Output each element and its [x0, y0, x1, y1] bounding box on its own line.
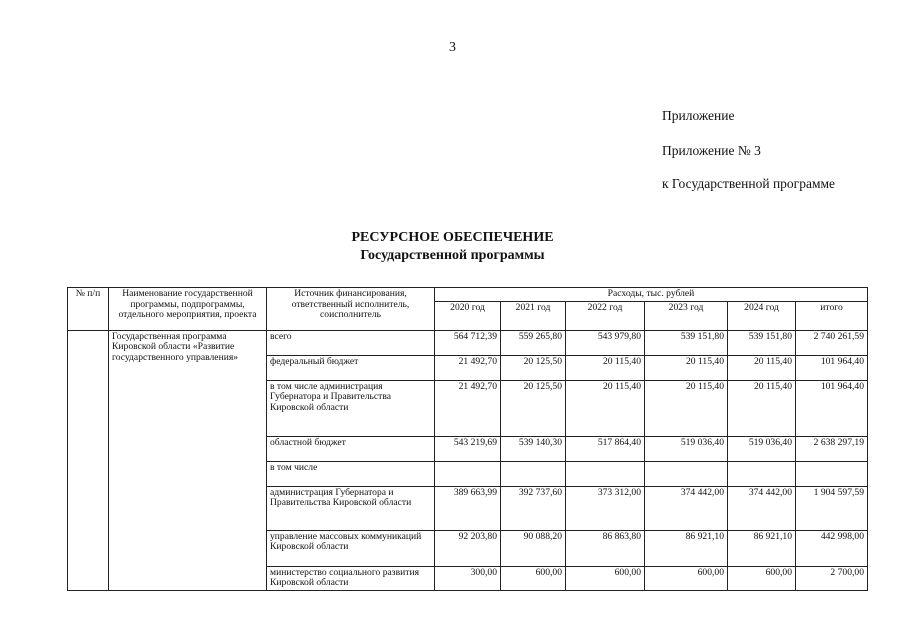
row-source: управление массовых коммуникаций Кировской области — [267, 530, 435, 566]
row-value: 600,00 — [501, 566, 566, 590]
row-value: 374 442,00 — [728, 486, 796, 530]
page-number: 3 — [449, 40, 456, 55]
header-year: 2021 год — [501, 301, 566, 330]
document-subtitle: Государственной программы — [360, 248, 545, 263]
row-value: 21 492,70 — [435, 380, 501, 436]
row-value: 519 036,40 — [728, 436, 796, 461]
header-name: Наименование государственной программы, подпрограммы, отдельного мероприятия, проекта — [109, 288, 267, 331]
row-value — [645, 461, 728, 486]
row-value — [435, 461, 501, 486]
row-total — [796, 461, 868, 486]
row-value: 20 115,40 — [728, 380, 796, 436]
resources-table — [67, 287, 868, 591]
row-value: 86 863,80 — [566, 530, 645, 566]
row-value: 90 088,20 — [501, 530, 566, 566]
row-total: 2 638 297,19 — [796, 436, 868, 461]
row-value — [566, 461, 645, 486]
appendix-line-1: Приложение — [662, 108, 735, 123]
header-year: 2024 год — [728, 301, 796, 330]
row-value: 539 140,30 — [501, 436, 566, 461]
header-num: № п/п — [68, 288, 109, 331]
row-value: 559 265,80 — [501, 330, 566, 355]
row-value: 86 921,10 — [728, 530, 796, 566]
appendix-line-2: Приложение № 3 — [662, 143, 761, 158]
row-total: 2 700,00 — [796, 566, 868, 590]
header-expenses: Расходы, тыс. рублей — [435, 288, 868, 302]
row-value: 20 115,40 — [645, 355, 728, 380]
row-source: министерство социального развития Кировской области — [267, 566, 435, 590]
header-year: 2020 год — [435, 301, 501, 330]
row-total: 442 998,00 — [796, 530, 868, 566]
row-source: всего — [267, 330, 435, 355]
row-value: 20 125,50 — [501, 380, 566, 436]
row-value: 373 312,00 — [566, 486, 645, 530]
row-value: 300,00 — [435, 566, 501, 590]
row-value: 539 151,80 — [728, 330, 796, 355]
document-title: РЕСУРСНОЕ ОБЕСПЕЧЕНИЕ — [351, 230, 554, 245]
row-source: в том числе администрация Губернатора и Правительства Кировской области — [267, 380, 435, 436]
row-source: федеральный бюджет — [267, 355, 435, 380]
header-year: 2023 год — [645, 301, 728, 330]
row-value: 21 492,70 — [435, 355, 501, 380]
row-value: 600,00 — [566, 566, 645, 590]
row-total: 101 964,40 — [796, 355, 868, 380]
row-source: областной бюджет — [267, 436, 435, 461]
row-value: 600,00 — [728, 566, 796, 590]
row-value: 92 203,80 — [435, 530, 501, 566]
header-source: Источник финансирования, ответственный исполнитель, соисполнитель — [267, 288, 435, 331]
row-value: 539 151,80 — [645, 330, 728, 355]
row-value: 20 125,50 — [501, 355, 566, 380]
row-value: 374 442,00 — [645, 486, 728, 530]
row-value — [501, 461, 566, 486]
header-year: 2022 год — [566, 301, 645, 330]
row-value: 20 115,40 — [728, 355, 796, 380]
row-total: 2 740 261,59 — [796, 330, 868, 355]
row-source: администрация Губернатора и Правительства Кировской области — [267, 486, 435, 530]
row-value: 392 737,60 — [501, 486, 566, 530]
row-value: 20 115,40 — [566, 380, 645, 436]
header-total: итого — [796, 301, 868, 330]
row-source: в том числе — [267, 461, 435, 486]
row-value: 517 864,40 — [566, 436, 645, 461]
row-total: 1 904 597,59 — [796, 486, 868, 530]
cell-num — [68, 330, 109, 590]
row-total: 101 964,40 — [796, 380, 868, 436]
row-value: 600,00 — [645, 566, 728, 590]
row-value: 543 979,80 — [566, 330, 645, 355]
program-name: Государственная программа Кировской области «Развитие государственного управления» — [109, 330, 267, 590]
row-value: 389 663,99 — [435, 486, 501, 530]
appendix-line-3: к Государственной программе — [662, 176, 836, 191]
row-value: 86 921,10 — [645, 530, 728, 566]
row-value — [728, 461, 796, 486]
row-value: 20 115,40 — [566, 355, 645, 380]
row-value: 564 712,39 — [435, 330, 501, 355]
row-value: 20 115,40 — [645, 380, 728, 436]
row-value: 519 036,40 — [645, 436, 728, 461]
row-value: 543 219,69 — [435, 436, 501, 461]
